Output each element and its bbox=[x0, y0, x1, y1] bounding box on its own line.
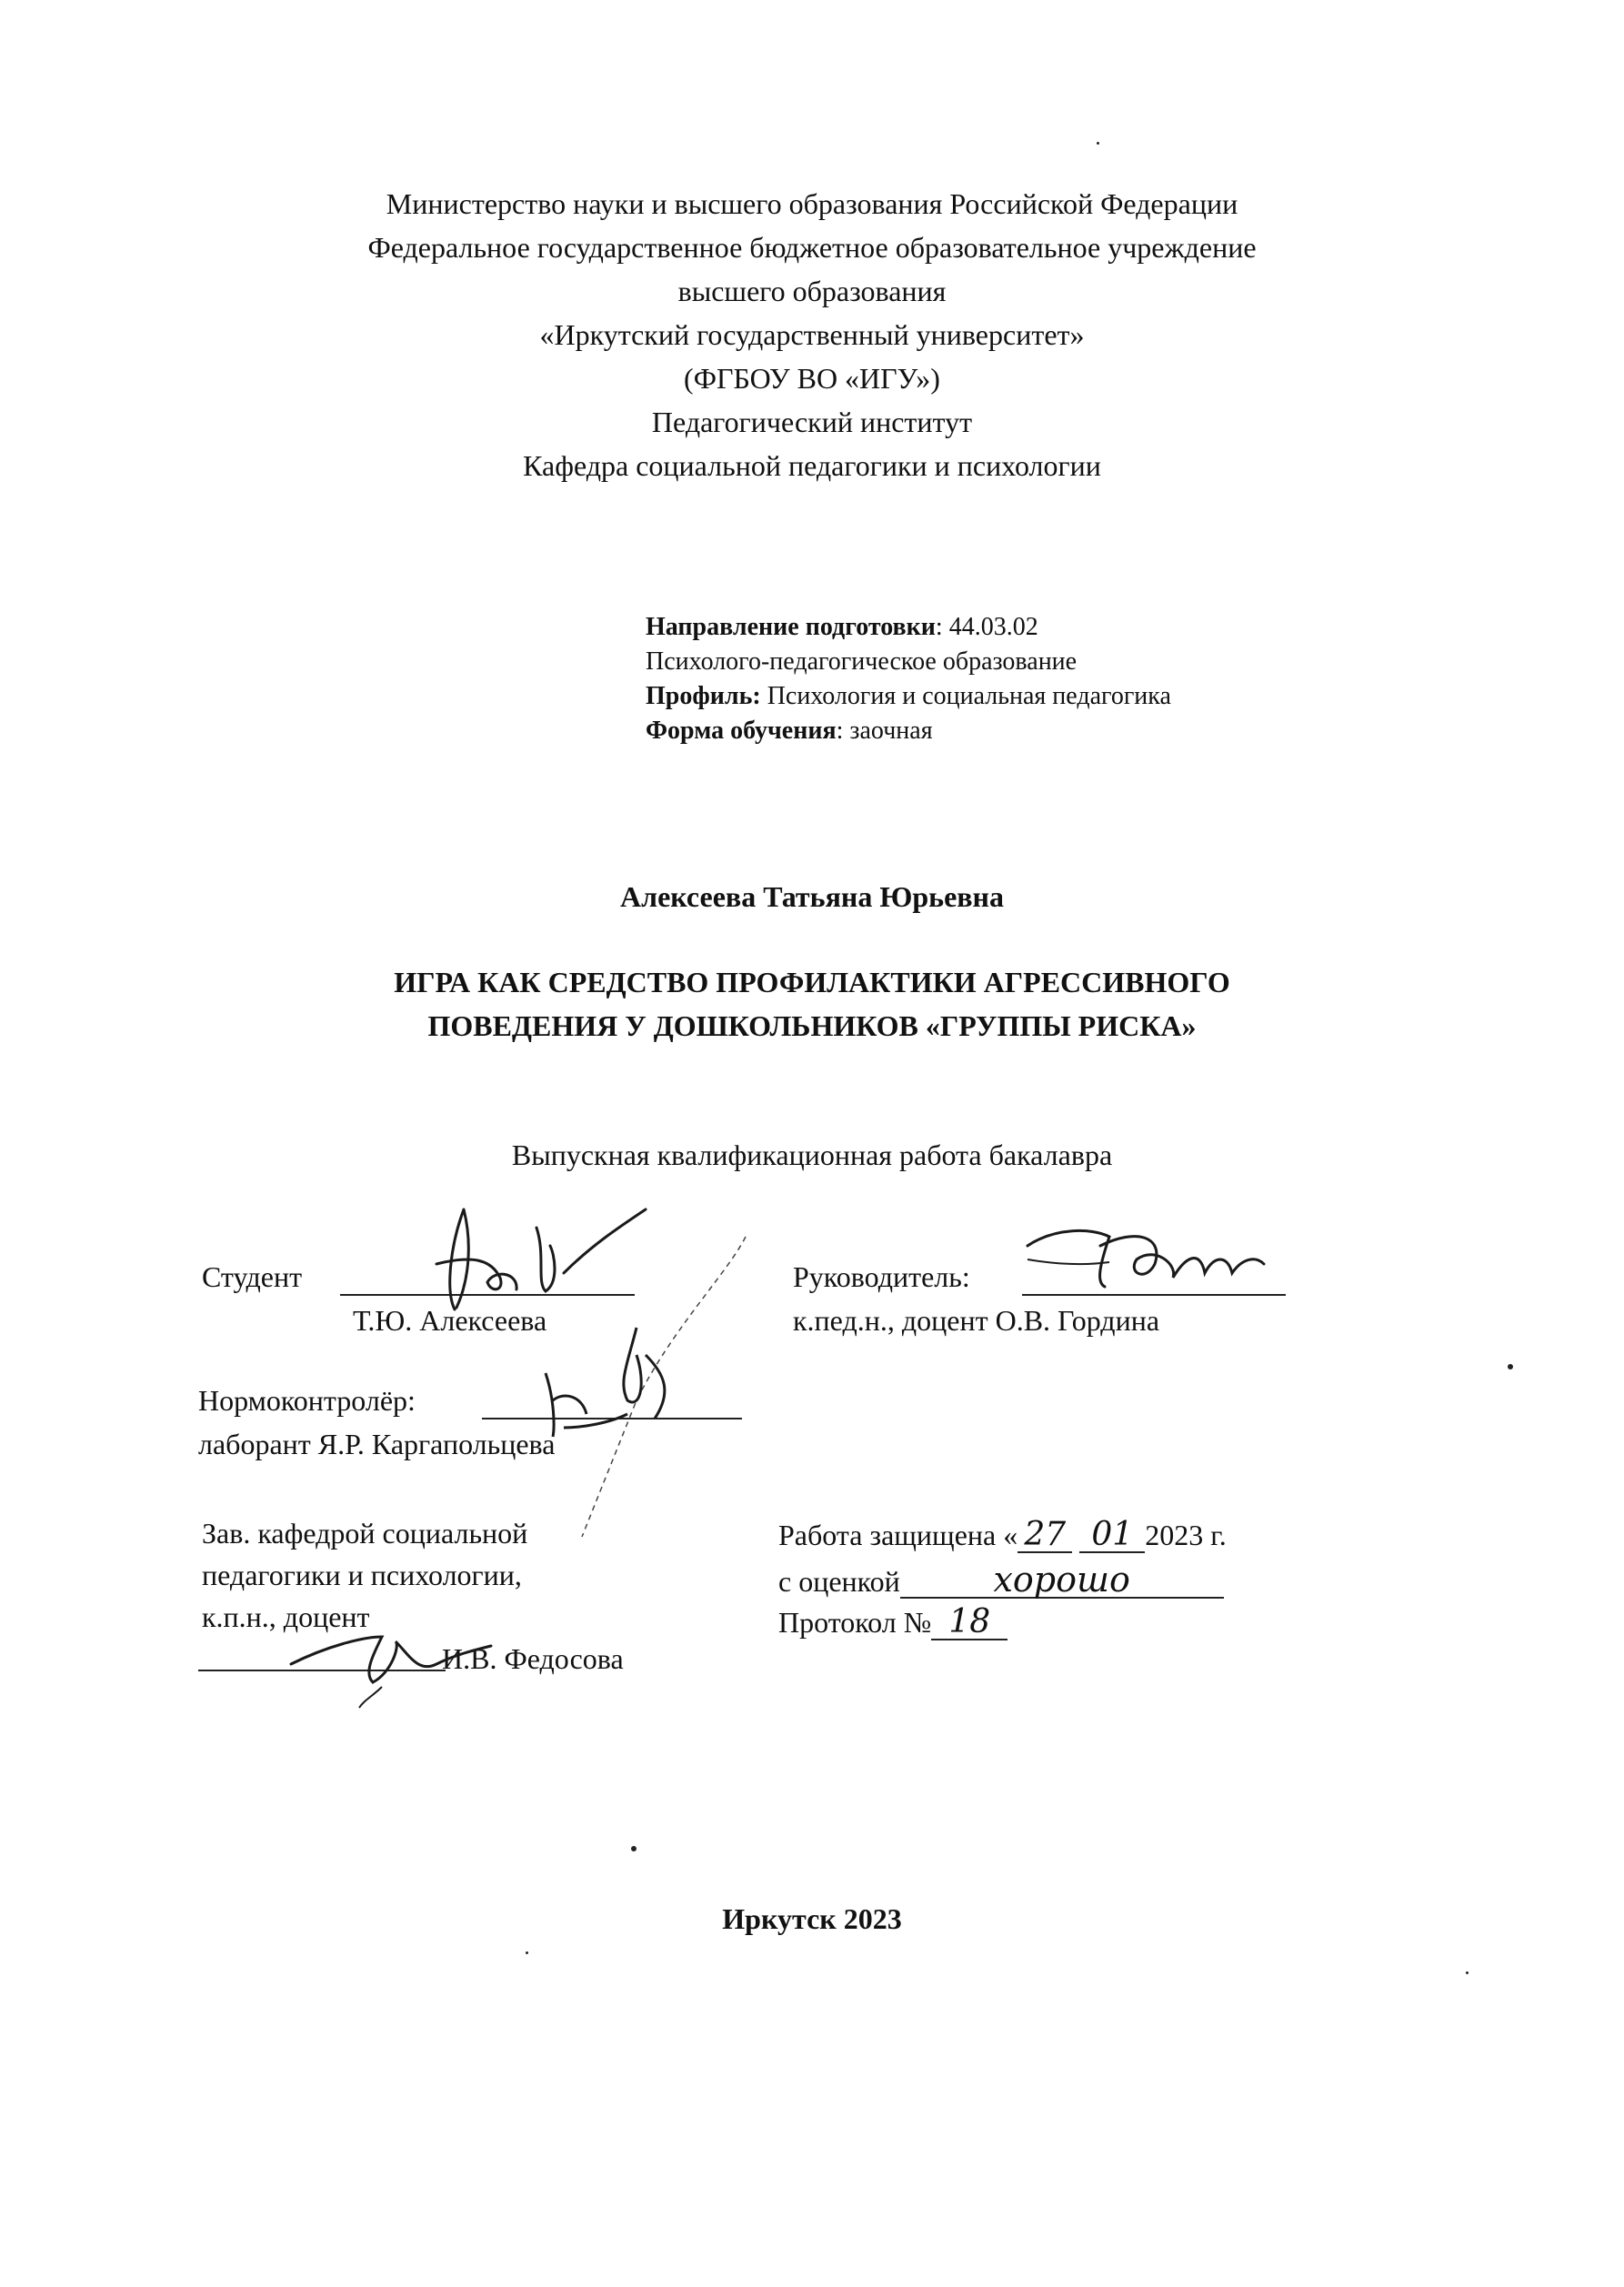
scan-speck bbox=[631, 1846, 637, 1851]
profile-value: Психология и социальная педагогика bbox=[760, 682, 1171, 710]
scan-speck bbox=[1466, 1971, 1469, 1974]
university-abbrev: (ФГБОУ ВО «ИГУ») bbox=[684, 362, 940, 395]
grade-line bbox=[778, 1562, 1224, 1599]
defense-date-line bbox=[778, 1516, 1227, 1553]
direction-name: Психолого-педагогическое образование bbox=[646, 647, 1078, 676]
normcontrol-signature bbox=[527, 1219, 764, 1546]
scan-speck bbox=[526, 1951, 528, 1954]
protocol-number: 18 bbox=[931, 1606, 1007, 1640]
direction-line bbox=[646, 615, 1038, 640]
institute-name: Педагогический институт bbox=[651, 406, 973, 438]
thesis-title-line2: ПОВЕДЕНИЯ У ДОШКОЛЬНИКОВ «ГРУППЫ РИСКА» bbox=[427, 1009, 1197, 1042]
student-name: Т.Ю. Алексеева bbox=[353, 1304, 547, 1337]
profile-line bbox=[646, 684, 1171, 709]
direction-label: Направление подготовки bbox=[646, 613, 936, 641]
profile-label: Профиль: bbox=[646, 682, 761, 710]
grade-value: хорошо bbox=[900, 1562, 1224, 1599]
education-level-line: высшего образования bbox=[677, 275, 947, 307]
head-dept-name: И.В. Федосова bbox=[442, 1642, 624, 1675]
normcontrol-label: Нормоконтролёр: bbox=[198, 1384, 416, 1417]
city-year: Иркутск 2023 bbox=[722, 1902, 902, 1935]
supervisor-signature bbox=[1018, 1209, 1291, 1309]
study-form-value: : заочная bbox=[836, 717, 933, 745]
defense-day: 27 bbox=[1018, 1519, 1072, 1553]
head-dept-line3: к.п.н., доцент bbox=[202, 1600, 370, 1633]
direction-code: : 44.03.02 bbox=[935, 613, 1038, 641]
protocol-label: Протокол № bbox=[778, 1606, 932, 1639]
defense-month: 01 bbox=[1079, 1519, 1145, 1553]
author-name: Алексеева Татьяна Юрьевна bbox=[620, 880, 1004, 913]
supervisor-details: к.пед.н., доцент О.В. Гордина bbox=[793, 1304, 1160, 1337]
grade-label: с оценкой bbox=[778, 1565, 900, 1598]
defense-year: 2023 г. bbox=[1145, 1519, 1227, 1551]
supervisor-label: Руководитель: bbox=[793, 1260, 970, 1293]
work-type: Выпускная квалификационная работа бакалавра bbox=[511, 1138, 1113, 1171]
ministry-line: Министерство науки и высшего образования Российской Федерации bbox=[386, 187, 1238, 220]
defense-date-prefix: Работа защищена « bbox=[778, 1519, 1018, 1551]
thesis-title-line1: ИГРА КАК СРЕДСТВО ПРОФИЛАКТИКИ АГРЕССИВНОГО bbox=[394, 966, 1230, 998]
head-dept-signature bbox=[273, 1600, 509, 1710]
study-form-line bbox=[646, 718, 933, 744]
normcontrol-details: лаборант Я.Р. Каргапольцева bbox=[198, 1428, 556, 1460]
protocol-line bbox=[778, 1603, 1007, 1640]
institution-type-line: Федеральное государственное бюджетное образовательное учреждение bbox=[367, 231, 1257, 264]
head-dept-line2: педагогики и психологии, bbox=[202, 1559, 522, 1591]
university-name: «Иркутский государственный университет» bbox=[539, 318, 1085, 351]
study-form-label: Форма обучения bbox=[646, 717, 837, 745]
student-label: Студент bbox=[202, 1260, 303, 1293]
scan-speck bbox=[1508, 1364, 1513, 1369]
scan-speck bbox=[1097, 142, 1099, 145]
head-dept-line1: Зав. кафедрой социальной bbox=[202, 1517, 528, 1550]
department-name: Кафедра социальной педагогики и психологии bbox=[523, 449, 1101, 482]
